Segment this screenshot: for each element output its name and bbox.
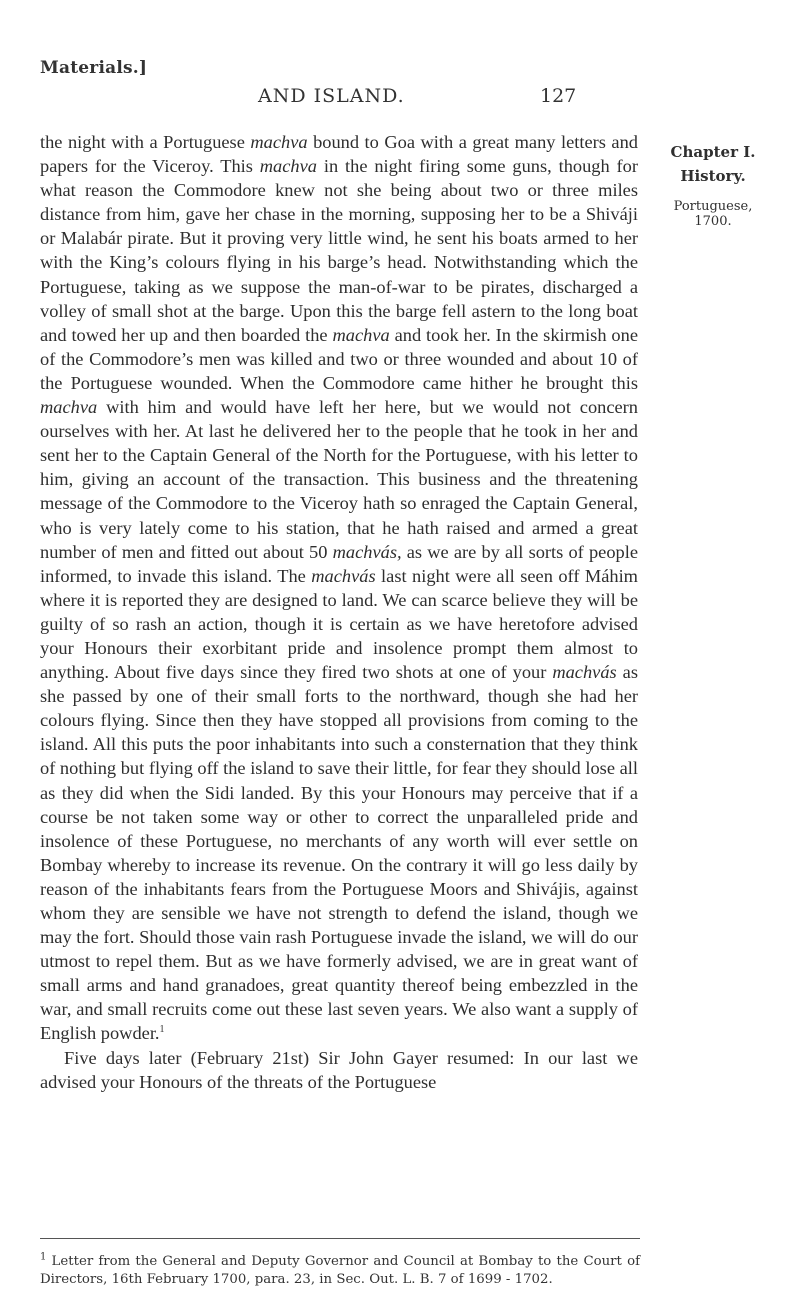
margin-topic: Portuguese,: [673, 199, 753, 214]
italic-term: machva: [259, 156, 317, 177]
italic-term: machvás,: [332, 541, 402, 562]
running-head-title: AND ISLAND.: [258, 85, 405, 107]
page-number: 127: [540, 85, 577, 107]
margin-year: 1700.: [694, 214, 732, 229]
italic-term: machva: [40, 397, 98, 418]
italic-term: machva: [332, 324, 390, 345]
margin-notes: [650, 142, 776, 229]
running-head-materials: Materials.]: [40, 58, 148, 78]
paragraph-2: Five days later (February 21st) Sir John Gayer resumed: In our last we advised your Honours of the threats of the Portuguese: [40, 1047, 638, 1092]
italic-term: machva: [250, 132, 308, 152]
footnote: [40, 1253, 640, 1289]
paragraph-1: the night with a Portuguese machva bound to Goa with a great many letters and papers for the Viceroy. This machva in the night firing some guns, though for what reason the Commodore knew not she being about two or three miles distance from him, gave her chase in the morning, supposing her to be a Shiváji or Malabár pirate. But it proving very little wind, he sent his boats armed to her with the King’s colours flying in his barge’s head. Notwithstanding which the Portuguese, taking as we suppose the man-of-war to be pirates, discharged a volley of small shot at the barge. Upon this the barge fell astern to the long boat and towed her up and then boarded the machva and took her. In the skirmish one of the Commodore’s men was killed and two or three wounded and about 10 of the Portuguese wounded. When the Commodore came hither he brought this machva with him and would have left her here, but we would not concern ourselves with her. At last he delivered her to the people that he took in her and sent her to the Captain General of the North for the Portuguese, with his letter to him, giving an account of the transaction. This business and the threatening message of the Commodore to the Viceroy hath so enraged the Captain General, who is very lately come to his station, that he hath raised and armed a great number of men and fitted out about 50 machvás, as we are by all sorts of people informed, to invade this island. The machvás last night were all seen off Máhim where it is reported they are designed to land. We can scarce believe they will be guilty of so rash an action, though it is certain as we have heretofore advised your Honours their exorbitant pride and insolence prompt them almost to anything. About five days since they fired two shots at one of your machvás as she passed by one of their small forts to the northward, though she had her colours flying. Since then they have stopped all provisions from coming to the island. All this puts the poor inhabitants into such a consternation that they think of nothing but flying off the island to save their little, for fear they should lose all as they did when the Sidi landed. By this your Honours may perceive that if a course be not taken some way or other to correct the unparalleled pride and insolence of these Portuguese, no merchants of any worth will ever settle on Bombay whereby to increase its revenue. On the contrary it will go less daily by reason of the inhabitants fears from the Portuguese Moors and Shivájis, against whom they are sensible we have not strength to defend the island, though we may the fort. Should those vain rash Portuguese invade the island, we will do our utmost to repel them. But as we have formerly advised, we are in great want of small arms and hand granadoes, great quantity thereof being embezzled in the war, and small recruits come out these last seven years. We also want a supply of English powder.$^1$: [40, 132, 638, 1044]
margin-chapter: Chapter I.: [670, 143, 756, 161]
footnote-reference[interactable]: 1: [159, 1024, 165, 1036]
italic-term: machvás: [311, 565, 376, 586]
footnote-marker: 1: [40, 1251, 47, 1263]
footnote-text: Letter from the General and Deputy Governor and Council at Bombay to the Court of Directors, 16th February 1700, para. 23, in Sec. Out. L. B. 7 of 1699 - 1702.: [40, 1254, 640, 1287]
italic-term: machvás: [552, 662, 617, 683]
body-text: [40, 130, 638, 1094]
margin-history: History.: [680, 167, 746, 185]
footnote-divider: [40, 1238, 640, 1239]
